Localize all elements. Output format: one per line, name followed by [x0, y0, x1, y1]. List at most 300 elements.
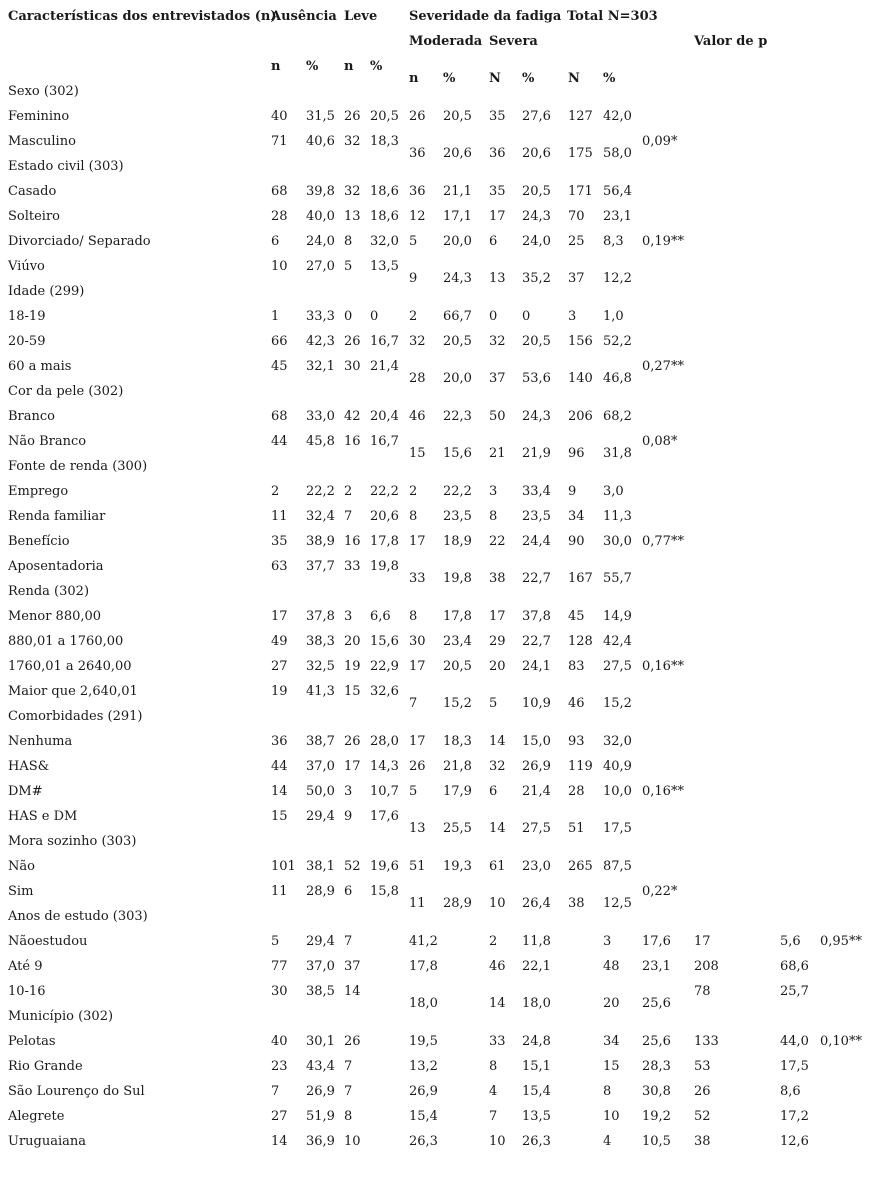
- group-label: Sexo (302): [8, 84, 79, 99]
- cell-pct-moderate: 15,4: [522, 1084, 551, 1099]
- cell-n-total: 52: [694, 1109, 711, 1124]
- cell-n-absence: 14: [271, 1134, 288, 1149]
- cell-pct-total: 87,5: [603, 859, 632, 874]
- cell-n-moderate: 2: [409, 484, 418, 499]
- cell-pct-absence: 30,1: [306, 1034, 335, 1049]
- cell-pct-severe: 21,9: [522, 446, 551, 461]
- cell-n-total: 128: [568, 634, 593, 649]
- cell-n-absence: 40: [271, 109, 288, 124]
- cell-pct-absence: 24,0: [306, 234, 335, 249]
- header-severity: Severidade da fadiga: [409, 9, 562, 24]
- cell-n-mild: 6: [344, 884, 353, 899]
- cell-pct-total: 68,6: [780, 959, 809, 974]
- cell-n-absence: 6: [271, 234, 280, 249]
- cell-pct-moderate: 15,2: [443, 696, 472, 711]
- cell-n-moderate: 17: [409, 534, 426, 549]
- cell-pct-total: 1,0: [603, 309, 624, 324]
- cell-pct-total: 12,5: [603, 896, 632, 911]
- cell-pct-severe: 19,2: [642, 1109, 671, 1124]
- cell-n-total: 70: [568, 209, 585, 224]
- cell-pct-moderate: 24,8: [522, 1034, 551, 1049]
- cell-pct-absence: 26,9: [306, 1084, 335, 1099]
- cell-pct-severe: 25,6: [642, 996, 671, 1011]
- cell-n-total: 38: [694, 1134, 711, 1149]
- cell-pct-severe: 25,6: [642, 1034, 671, 1049]
- cell-n-mild: 32: [344, 134, 361, 149]
- cell-pct-total: 17,5: [603, 821, 632, 836]
- cell-pct-mild: 26,9: [409, 1084, 438, 1099]
- cell-n-moderate: 26: [409, 759, 426, 774]
- cell-n-absence: 23: [271, 1059, 288, 1074]
- cell-pct-moderate: 20,5: [443, 659, 472, 674]
- cell-n-absence: 35: [271, 534, 288, 549]
- cell-pct-total: 27,5: [603, 659, 632, 674]
- cell-pct-severe: 20,5: [522, 184, 551, 199]
- cell-pct-moderate: 22,3: [443, 409, 472, 424]
- cell-n-absence: 68: [271, 409, 288, 424]
- cell-n-mild: 7: [344, 1084, 353, 1099]
- cell-n-mild: 30: [344, 359, 361, 374]
- cell-n-moderate: 12: [409, 209, 426, 224]
- cell-n-moderate: 13: [409, 821, 426, 836]
- row-label: Divorciado/ Separado: [8, 234, 151, 249]
- cell-n-severe: 5: [489, 696, 498, 711]
- cell-n-moderate: 7: [489, 1109, 498, 1124]
- cell-pct-mild: 13,2: [409, 1059, 438, 1074]
- cell-pct-mild: 15,4: [409, 1109, 438, 1124]
- cell-pct-moderate: 13,5: [522, 1109, 551, 1124]
- row-label: Não: [8, 859, 35, 874]
- cell-n-total: 140: [568, 371, 593, 386]
- cell-n-moderate: 7: [409, 696, 418, 711]
- row-label: São Lourenço do Sul: [8, 1084, 145, 1099]
- cell-n-mild: 26: [344, 109, 361, 124]
- cell-n-moderate: 51: [409, 859, 426, 874]
- cell-pct-moderate: 20,6: [443, 146, 472, 161]
- cell-n-moderate: 28: [409, 371, 426, 386]
- cell-pct-total: 17,2: [780, 1109, 809, 1124]
- row-label: 18-19: [8, 309, 46, 324]
- cell-pct-severe: 33,4: [522, 484, 551, 499]
- cell-pct-absence: 37,8: [306, 609, 335, 624]
- cell-n-moderate: 8: [489, 1059, 498, 1074]
- cell-pct-absence: 28,9: [306, 884, 335, 899]
- cell-n-total: 53: [694, 1059, 711, 1074]
- cell-pct-absence: 45,8: [306, 434, 335, 449]
- cell-n-absence: 44: [271, 759, 288, 774]
- cell-pct-absence: 51,9: [306, 1109, 335, 1124]
- cell-p-value: 0,95**: [820, 934, 862, 949]
- cell-pct-mild: 0: [370, 309, 379, 324]
- cell-n-severe: 35: [489, 109, 506, 124]
- cell-p-value: 0,09*: [642, 134, 678, 149]
- row-label: Rio Grande: [8, 1059, 83, 1074]
- cell-n-absence: 28: [271, 209, 288, 224]
- cell-n-moderate: 8: [409, 509, 418, 524]
- header-pct: %: [603, 71, 616, 86]
- cell-n-mild: 52: [344, 859, 361, 874]
- cell-n-absence: 14: [271, 784, 288, 799]
- cell-pct-mild: 18,6: [370, 209, 399, 224]
- cell-n-total: 171: [568, 184, 593, 199]
- cell-pct-total: 10,0: [603, 784, 632, 799]
- cell-pct-severe: 20,6: [522, 146, 551, 161]
- cell-pct-total: 52,2: [603, 334, 632, 349]
- cell-n-total: 156: [568, 334, 593, 349]
- row-label: 10-16: [8, 984, 46, 999]
- cell-n-severe: 20: [603, 996, 620, 1011]
- row-label: 60 a mais: [8, 359, 72, 374]
- cell-pct-moderate: 20,0: [443, 371, 472, 386]
- cell-pct-total: 15,2: [603, 696, 632, 711]
- cell-pct-severe: 24,4: [522, 534, 551, 549]
- cell-pct-mild: 18,0: [409, 996, 438, 1011]
- cell-pct-severe: 10,9: [522, 696, 551, 711]
- cell-n-moderate: 4: [489, 1084, 498, 1099]
- cell-pct-mild: 41,2: [409, 934, 438, 949]
- cell-pct-absence: 29,4: [306, 809, 335, 824]
- cell-n-severe: 34: [603, 1034, 620, 1049]
- cell-pct-severe: 24,3: [522, 409, 551, 424]
- cell-n-severe: 13: [489, 271, 506, 286]
- cell-n-severe: 10: [489, 896, 506, 911]
- cell-pct-severe: 23,1: [642, 959, 671, 974]
- cell-n-severe: 6: [489, 234, 498, 249]
- cell-n-severe: 48: [603, 959, 620, 974]
- row-label: Nenhuma: [8, 734, 73, 749]
- cell-n-moderate: 8: [409, 609, 418, 624]
- cell-pct-total: 8,6: [780, 1084, 801, 1099]
- cell-pct-mild: 22,2: [370, 484, 399, 499]
- cell-pct-total: 46,8: [603, 371, 632, 386]
- cell-n-severe: 37: [489, 371, 506, 386]
- row-label: Branco: [8, 409, 55, 424]
- cell-n-moderate: 5: [409, 234, 418, 249]
- cell-pct-absence: 22,2: [306, 484, 335, 499]
- cell-n-moderate: 5: [409, 784, 418, 799]
- cell-n-absence: 11: [271, 509, 288, 524]
- cell-pct-total: 40,9: [603, 759, 632, 774]
- cell-pct-absence: 38,1: [306, 859, 335, 874]
- cell-n-severe: 29: [489, 634, 506, 649]
- cell-n-absence: 63: [271, 559, 288, 574]
- cell-pct-total: 30,0: [603, 534, 632, 549]
- cell-n-severe: 3: [603, 934, 612, 949]
- cell-n-absence: 66: [271, 334, 288, 349]
- cell-n-mild: 7: [344, 1059, 353, 1074]
- cell-n-absence: 44: [271, 434, 288, 449]
- cell-pct-mild: 32,6: [370, 684, 399, 699]
- cell-pct-absence: 32,1: [306, 359, 335, 374]
- cell-pct-moderate: 15,6: [443, 446, 472, 461]
- cell-pct-absence: 39,8: [306, 184, 335, 199]
- cell-n-absence: 17: [271, 609, 288, 624]
- cell-pct-total: 12,2: [603, 271, 632, 286]
- cell-pct-moderate: 21,1: [443, 184, 472, 199]
- row-label: Benefício: [8, 534, 70, 549]
- cell-pct-mild: 13,5: [370, 259, 399, 274]
- cell-n-severe: 8: [489, 509, 498, 524]
- cell-pct-absence: 38,3: [306, 634, 335, 649]
- cell-pct-severe: 10,5: [642, 1134, 671, 1149]
- cell-pct-total: 23,1: [603, 209, 632, 224]
- cell-pct-severe: 35,2: [522, 271, 551, 286]
- cell-n-total: 25: [568, 234, 585, 249]
- cell-p-value: 0,16**: [642, 659, 684, 674]
- cell-n-mild: 15: [344, 684, 361, 699]
- row-label: HAS&: [8, 759, 50, 774]
- cell-n-absence: 7: [271, 1084, 280, 1099]
- cell-n-absence: 45: [271, 359, 288, 374]
- cell-n-moderate: 36: [409, 146, 426, 161]
- group-label: Mora sozinho (303): [8, 834, 137, 849]
- cell-n-severe: 0: [489, 309, 498, 324]
- cell-pct-total: 42,4: [603, 634, 632, 649]
- cell-n-total: 119: [568, 759, 593, 774]
- row-label: Feminino: [8, 109, 70, 124]
- cell-pct-absence: 33,3: [306, 309, 335, 324]
- cell-pct-mild: 18,3: [370, 134, 399, 149]
- cell-pct-mild: 32,0: [370, 234, 399, 249]
- cell-n-moderate: 46: [489, 959, 506, 974]
- cell-pct-absence: 37,7: [306, 559, 335, 574]
- cell-n-severe: 8: [603, 1084, 612, 1099]
- cell-n-mild: 16: [344, 534, 361, 549]
- header-severe: Severa: [489, 34, 538, 49]
- cell-p-value: 0,10**: [820, 1034, 862, 1049]
- cell-n-severe: 6: [489, 784, 498, 799]
- cell-n-moderate: 14: [489, 996, 506, 1011]
- cell-n-moderate: 17: [409, 734, 426, 749]
- cell-n-severe: 32: [489, 334, 506, 349]
- cell-n-absence: 68: [271, 184, 288, 199]
- cell-n-mild: 2: [344, 484, 353, 499]
- cell-n-mild: 7: [344, 934, 353, 949]
- cell-n-moderate: 46: [409, 409, 426, 424]
- cell-n-moderate: 15: [409, 446, 426, 461]
- cell-pct-mild: 21,4: [370, 359, 399, 374]
- cell-n-total: 175: [568, 146, 593, 161]
- cell-n-moderate: 33: [409, 571, 426, 586]
- cell-pct-severe: 20,5: [522, 334, 551, 349]
- cell-pct-absence: 37,0: [306, 759, 335, 774]
- cell-pct-mild: 28,0: [370, 734, 399, 749]
- cell-pct-absence: 32,5: [306, 659, 335, 674]
- cell-n-mild: 17: [344, 759, 361, 774]
- cell-pct-moderate: 17,9: [443, 784, 472, 799]
- cell-pct-total: 42,0: [603, 109, 632, 124]
- cell-n-total: 34: [568, 509, 585, 524]
- cell-pct-absence: 27,0: [306, 259, 335, 274]
- cell-pct-mild: 16,7: [370, 334, 399, 349]
- header-pct: %: [370, 59, 383, 74]
- cell-pct-moderate: 17,8: [443, 609, 472, 624]
- cell-n-mild: 8: [344, 1109, 353, 1124]
- cell-n-absence: 71: [271, 134, 288, 149]
- header-n: n: [344, 59, 354, 74]
- cell-n-absence: 27: [271, 659, 288, 674]
- cell-n-severe: 17: [489, 209, 506, 224]
- row-label: Até 9: [8, 959, 43, 974]
- cell-n-total: 9: [568, 484, 577, 499]
- cell-n-mild: 10: [344, 1134, 361, 1149]
- cell-n-mild: 14: [344, 984, 361, 999]
- cell-pct-absence: 43,4: [306, 1059, 335, 1074]
- row-label: HAS e DM: [8, 809, 78, 824]
- cell-n-total: 26: [694, 1084, 711, 1099]
- cell-p-value: 0,77**: [642, 534, 684, 549]
- row-label: Uruguaiana: [8, 1134, 87, 1149]
- cell-pct-absence: 40,6: [306, 134, 335, 149]
- cell-n-severe: 22: [489, 534, 506, 549]
- cell-n-total: 78: [694, 984, 711, 999]
- cell-n-severe: 61: [489, 859, 506, 874]
- cell-pct-moderate: 24,3: [443, 271, 472, 286]
- cell-pct-moderate: 21,8: [443, 759, 472, 774]
- cell-n-absence: 2: [271, 484, 280, 499]
- cell-pct-moderate: 19,3: [443, 859, 472, 874]
- cell-n-absence: 1: [271, 309, 280, 324]
- cell-n-severe: 14: [489, 821, 506, 836]
- cell-p-value: 0,19**: [642, 234, 684, 249]
- cell-pct-absence: 37,0: [306, 959, 335, 974]
- group-label: Comorbidades (291): [8, 709, 143, 724]
- cell-n-mild: 7: [344, 509, 353, 524]
- cell-pct-absence: 32,4: [306, 509, 335, 524]
- cell-pct-severe: 27,5: [522, 821, 551, 836]
- header-absence: Ausência: [271, 9, 337, 24]
- header-pct: %: [443, 71, 456, 86]
- cell-p-value: 0,27**: [642, 359, 684, 374]
- cell-pct-moderate: 22,1: [522, 959, 551, 974]
- cell-pct-moderate: 18,0: [522, 996, 551, 1011]
- cell-pct-mild: 19,5: [409, 1034, 438, 1049]
- cell-pct-total: 44,0: [780, 1034, 809, 1049]
- cell-n-moderate: 17: [409, 659, 426, 674]
- cell-pct-total: 3,0: [603, 484, 624, 499]
- cell-pct-severe: 28,3: [642, 1059, 671, 1074]
- cell-pct-mild: 26,3: [409, 1134, 438, 1149]
- cell-pct-total: 68,2: [603, 409, 632, 424]
- cell-n-mild: 19: [344, 659, 361, 674]
- cell-pct-total: 12,6: [780, 1134, 809, 1149]
- cell-pct-absence: 36,9: [306, 1134, 335, 1149]
- cell-pct-severe: 23,0: [522, 859, 551, 874]
- header-pct: %: [306, 59, 319, 74]
- cell-pct-total: 31,8: [603, 446, 632, 461]
- cell-pct-moderate: 20,0: [443, 234, 472, 249]
- row-label: Nãoestudou: [8, 934, 88, 949]
- cell-pct-total: 55,7: [603, 571, 632, 586]
- cell-n-moderate: 30: [409, 634, 426, 649]
- cell-pct-moderate: 17,1: [443, 209, 472, 224]
- cell-n-total: 90: [568, 534, 585, 549]
- cell-pct-severe: 24,0: [522, 234, 551, 249]
- cell-pct-absence: 33,0: [306, 409, 335, 424]
- cell-n-total: 38: [568, 896, 585, 911]
- header-pvalue: Valor de p: [694, 34, 768, 49]
- cell-n-severe: 35: [489, 184, 506, 199]
- row-label: Alegrete: [8, 1109, 65, 1124]
- cell-pct-moderate: 23,5: [443, 509, 472, 524]
- cell-n-mild: 26: [344, 1034, 361, 1049]
- cell-pct-total: 25,7: [780, 984, 809, 999]
- cell-pct-mild: 10,7: [370, 784, 399, 799]
- cell-pct-total: 11,3: [603, 509, 632, 524]
- group-label: Estado civil (303): [8, 159, 124, 174]
- cell-n-severe: 20: [489, 659, 506, 674]
- cell-pct-mild: 14,3: [370, 759, 399, 774]
- cell-pct-moderate: 28,9: [443, 896, 472, 911]
- cell-n-total: 93: [568, 734, 585, 749]
- row-label: Masculino: [8, 134, 76, 149]
- cell-pct-absence: 29,4: [306, 934, 335, 949]
- header-characteristics: Características dos entrevistados (n): [8, 9, 277, 24]
- header-moderate: Moderada: [409, 34, 483, 49]
- cell-pct-mild: 20,5: [370, 109, 399, 124]
- cell-n-moderate: 2: [409, 309, 418, 324]
- cell-pct-moderate: 15,1: [522, 1059, 551, 1074]
- cell-n-mild: 32: [344, 184, 361, 199]
- cell-n-mild: 26: [344, 734, 361, 749]
- cell-n-mild: 20: [344, 634, 361, 649]
- cell-pct-mild: 17,8: [370, 534, 399, 549]
- header-n: N: [489, 71, 501, 86]
- cell-p-value: 0,08*: [642, 434, 678, 449]
- cell-pct-moderate: 11,8: [522, 934, 551, 949]
- cell-pct-severe: 23,5: [522, 509, 551, 524]
- group-label: Município (302): [8, 1009, 114, 1024]
- cell-pct-mild: 19,6: [370, 859, 399, 874]
- cell-pct-severe: 27,6: [522, 109, 551, 124]
- group-label: Cor da pele (302): [8, 384, 124, 399]
- cell-n-severe: 15: [603, 1059, 620, 1074]
- cell-n-severe: 32: [489, 759, 506, 774]
- cell-n-total: 206: [568, 409, 593, 424]
- cell-pct-severe: 26,4: [522, 896, 551, 911]
- cell-pct-mild: 6,6: [370, 609, 391, 624]
- cell-n-absence: 27: [271, 1109, 288, 1124]
- cell-pct-severe: 30,8: [642, 1084, 671, 1099]
- cell-pct-moderate: 20,5: [443, 334, 472, 349]
- cell-pct-absence: 50,0: [306, 784, 335, 799]
- cell-n-total: 133: [694, 1034, 719, 1049]
- cell-pct-absence: 38,5: [306, 984, 335, 999]
- cell-n-absence: 10: [271, 259, 288, 274]
- cell-pct-mild: 17,6: [370, 809, 399, 824]
- cell-pct-severe: 22,7: [522, 634, 551, 649]
- cell-n-mild: 13: [344, 209, 361, 224]
- cell-n-absence: 36: [271, 734, 288, 749]
- cell-pct-total: 5,6: [780, 934, 801, 949]
- cell-n-absence: 30: [271, 984, 288, 999]
- cell-n-absence: 77: [271, 959, 288, 974]
- cell-pct-moderate: 23,4: [443, 634, 472, 649]
- cell-pct-mild: 18,6: [370, 184, 399, 199]
- cell-n-mild: 9: [344, 809, 353, 824]
- cell-n-total: 37: [568, 271, 585, 286]
- header-mild: Leve: [344, 9, 378, 24]
- row-label: Pelotas: [8, 1034, 56, 1049]
- row-label: 20-59: [8, 334, 46, 349]
- row-label: Emprego: [8, 484, 69, 499]
- cell-pct-total: 56,4: [603, 184, 632, 199]
- cell-pct-severe: 22,7: [522, 571, 551, 586]
- cell-n-total: 96: [568, 446, 585, 461]
- cell-n-severe: 17: [489, 609, 506, 624]
- cell-pct-moderate: 66,7: [443, 309, 472, 324]
- cell-n-mild: 5: [344, 259, 353, 274]
